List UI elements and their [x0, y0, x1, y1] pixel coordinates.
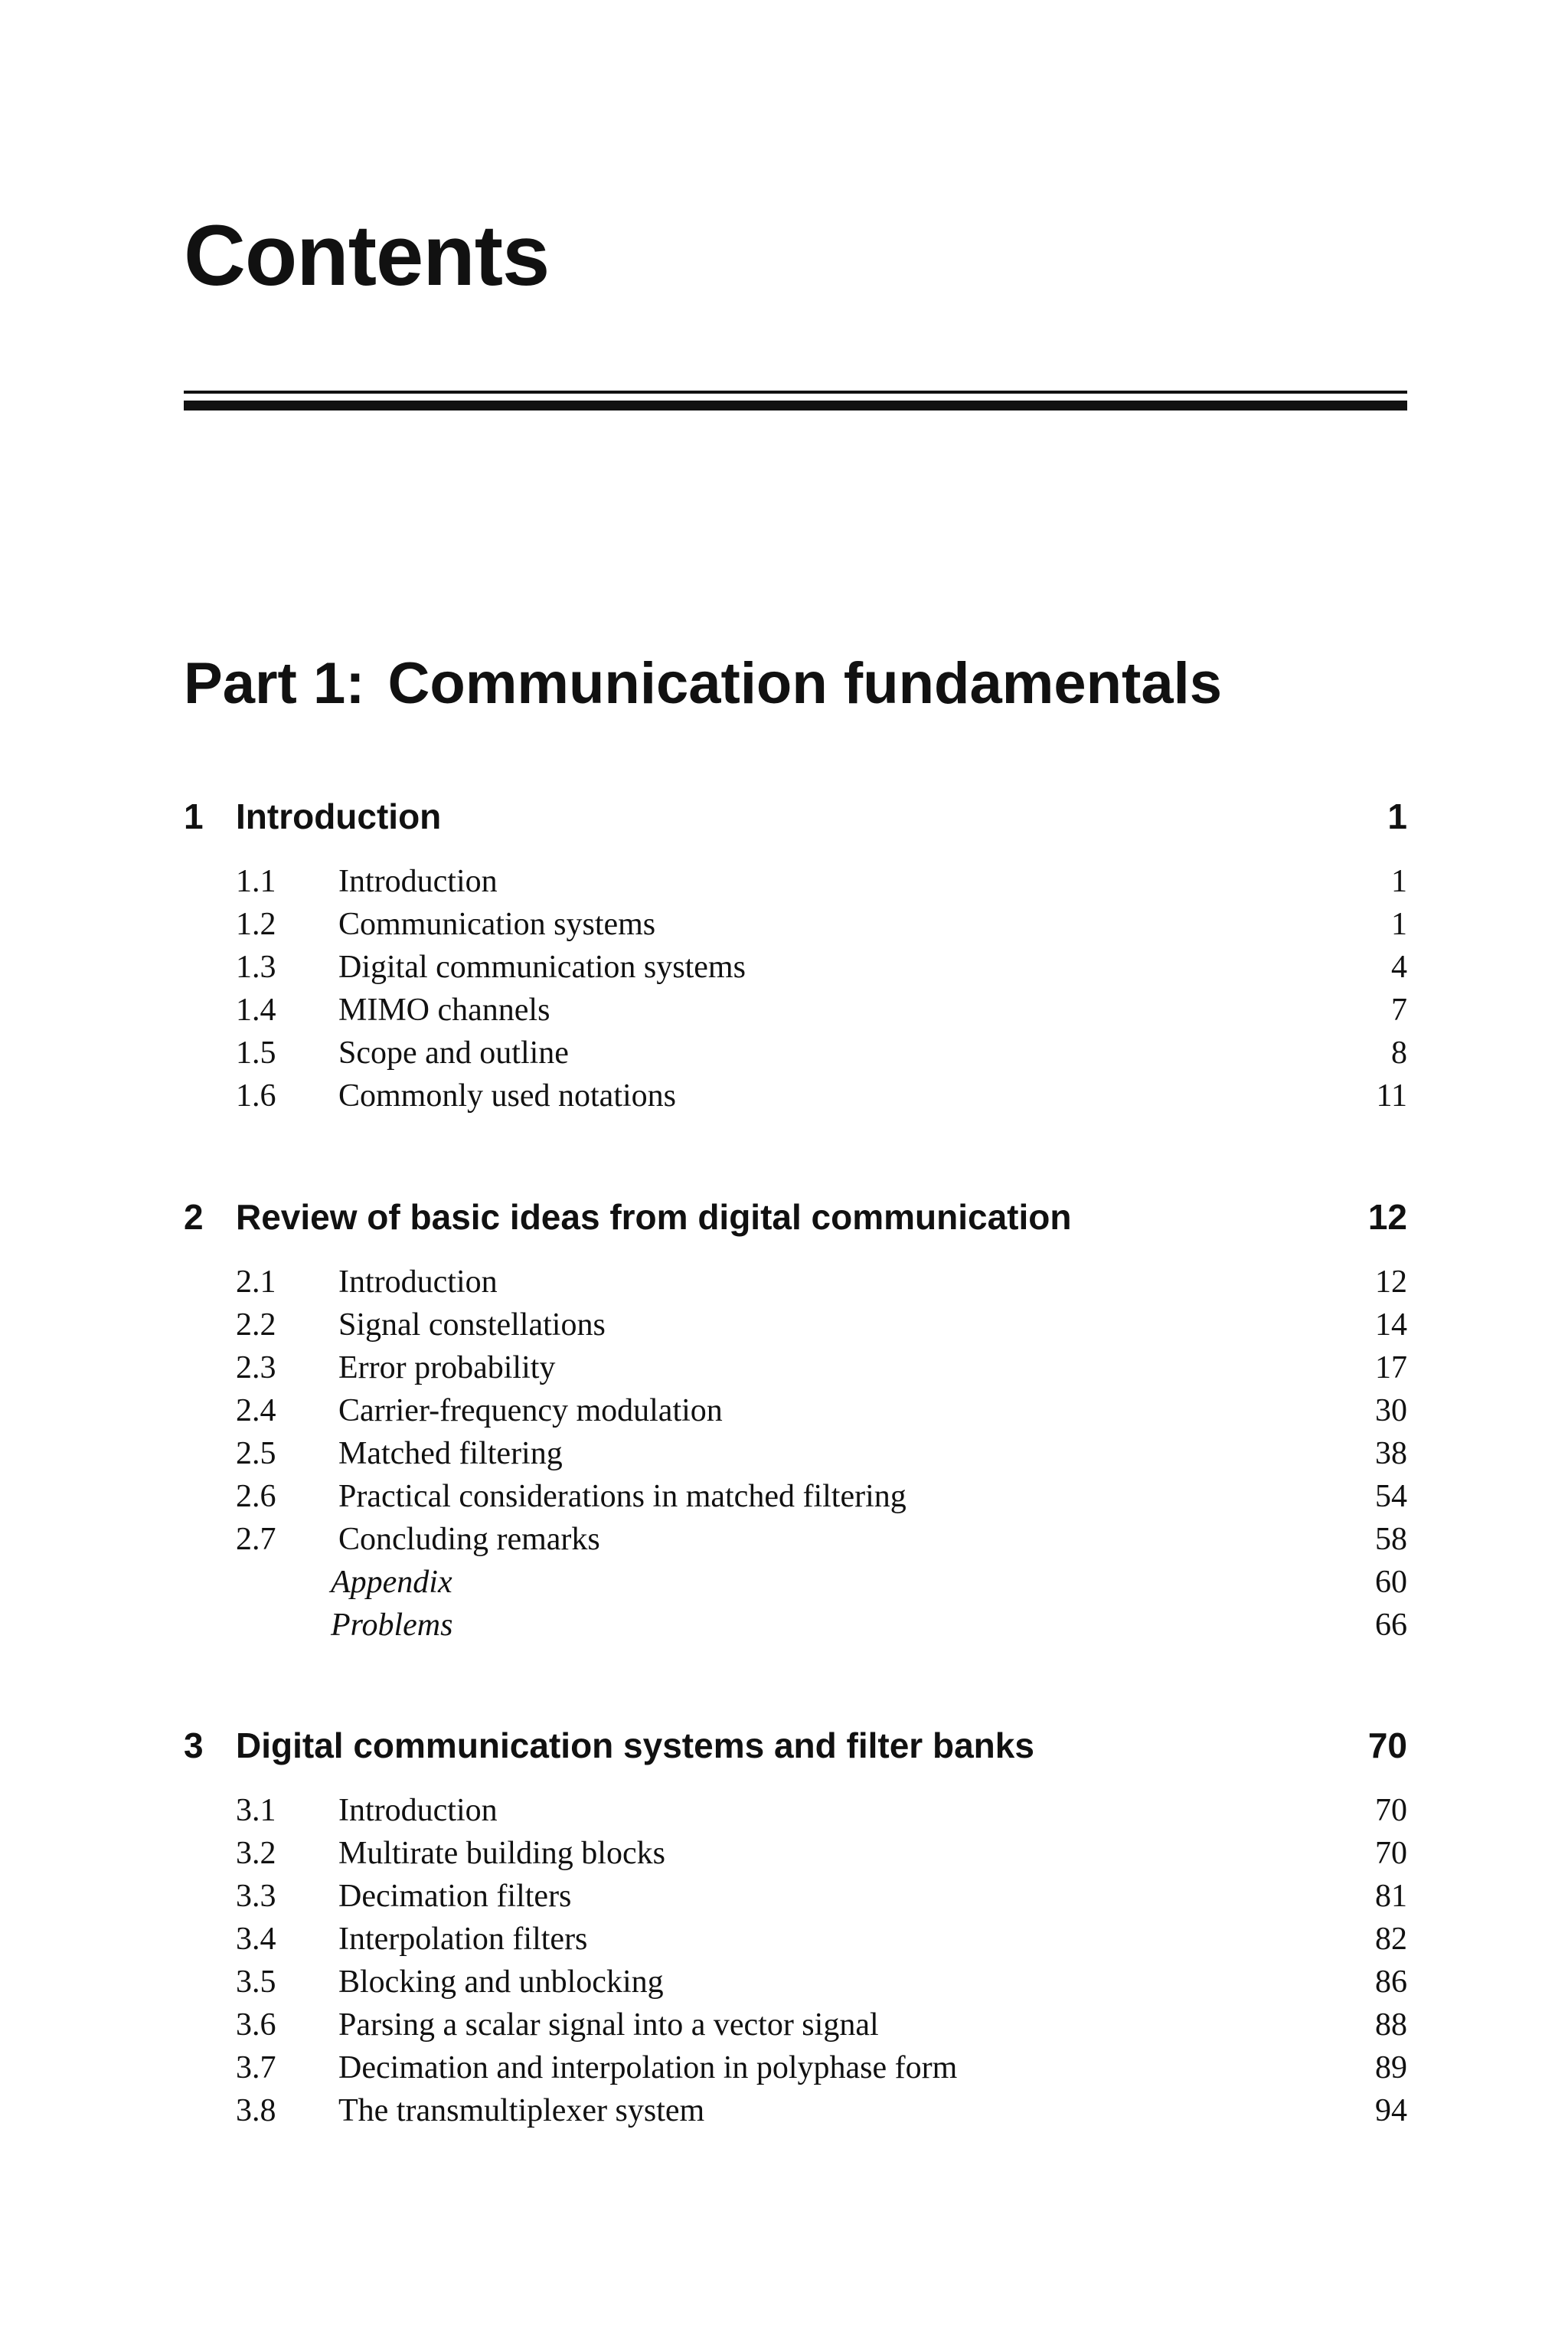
- toc-entry[interactable]: [184, 1261, 1407, 1304]
- toc-entry[interactable]: [184, 2004, 1407, 2046]
- part-title: Communication fundamentals: [387, 651, 1222, 716]
- section-number: 1.5: [236, 1035, 276, 1071]
- section-title: Problems: [331, 1608, 453, 1643]
- title-rule-thin: [184, 391, 1407, 394]
- chapter-heading[interactable]: [184, 1194, 1407, 1240]
- chapter-3: [184, 1722, 1407, 2132]
- section-title: Blocking and unblocking: [338, 1964, 664, 2000]
- section-number: 2.3: [236, 1350, 276, 1385]
- toc-entry[interactable]: [184, 1032, 1407, 1075]
- section-title: Appendix: [331, 1565, 452, 1600]
- section-title: Error probability: [338, 1350, 556, 1385]
- section-number: 2.4: [236, 1393, 276, 1428]
- toc-entry[interactable]: [184, 1875, 1407, 1918]
- section-page: 14: [1375, 1307, 1407, 1343]
- section-page: 11: [1376, 1078, 1407, 1114]
- section-title: Concluding remarks: [338, 1522, 600, 1557]
- section-number: 1.3: [236, 950, 276, 985]
- toc-entry[interactable]: [184, 1304, 1407, 1346]
- section-page: 60: [1375, 1565, 1407, 1600]
- section-page: 70: [1375, 1836, 1407, 1871]
- title-rule-thick: [184, 401, 1407, 411]
- section-page: 8: [1391, 1035, 1407, 1071]
- section-title: Decimation filters: [338, 1879, 572, 1914]
- section-page: 54: [1375, 1479, 1407, 1514]
- toc-entry[interactable]: [184, 1918, 1407, 1961]
- section-page: 70: [1375, 1793, 1407, 1828]
- section-title: Parsing a scalar signal into a vector signal: [338, 2007, 879, 2043]
- part-label: Part 1:: [184, 651, 365, 716]
- section-page: 12: [1375, 1264, 1407, 1300]
- toc-entry[interactable]: [184, 1475, 1407, 1518]
- section-number: 1.6: [236, 1078, 276, 1114]
- section-page: 58: [1375, 1522, 1407, 1557]
- toc-entry[interactable]: [184, 1961, 1407, 2004]
- section-number: 3.2: [236, 1836, 276, 1871]
- section-page: 66: [1375, 1608, 1407, 1643]
- chapter-2: [184, 1194, 1407, 1647]
- section-page: 17: [1375, 1350, 1407, 1385]
- section-title: Interpolation filters: [338, 1922, 588, 1957]
- section-page: 82: [1375, 1922, 1407, 1957]
- section-number: 2.5: [236, 1436, 276, 1471]
- section-title: Carrier-frequency modulation: [338, 1393, 723, 1428]
- toc-entry[interactable]: [184, 989, 1407, 1032]
- section-page: 1: [1391, 907, 1407, 942]
- section-page: 38: [1375, 1436, 1407, 1471]
- section-title: Signal constellations: [338, 1307, 606, 1343]
- part-heading: [184, 651, 1222, 716]
- section-title: Digital communication systems: [338, 950, 746, 985]
- chapter-heading[interactable]: [184, 793, 1407, 839]
- section-title: Introduction: [338, 864, 498, 899]
- toc-entry[interactable]: [184, 1346, 1407, 1389]
- chapter-number: 1: [184, 797, 204, 836]
- section-number: 3.8: [236, 2093, 276, 2128]
- section-title: Matched filtering: [338, 1436, 563, 1471]
- toc-entry-problems[interactable]: [184, 1604, 1407, 1647]
- chapter-page: 12: [1367, 1197, 1407, 1237]
- toc-entry[interactable]: [184, 903, 1407, 946]
- section-number: 3.4: [236, 1922, 276, 1957]
- section-number: 3.6: [236, 2007, 276, 2043]
- toc-entry[interactable]: [184, 860, 1407, 903]
- toc-entry[interactable]: [184, 2089, 1407, 2132]
- toc-entry[interactable]: [184, 1518, 1407, 1561]
- toc-entry[interactable]: [184, 1389, 1407, 1432]
- chapter-number: 3: [184, 1725, 204, 1765]
- section-title: Communication systems: [338, 907, 656, 942]
- chapter-page: 1: [1387, 797, 1407, 836]
- section-number: 2.7: [236, 1522, 276, 1557]
- chapter-heading[interactable]: [184, 1722, 1407, 1768]
- section-title: MIMO channels: [338, 993, 550, 1028]
- section-title: The transmultiplexer system: [338, 2093, 705, 2128]
- section-page: 7: [1391, 993, 1407, 1028]
- toc-entry[interactable]: [184, 2046, 1407, 2089]
- section-title: Multirate building blocks: [338, 1836, 665, 1871]
- section-page: 94: [1375, 2093, 1407, 2128]
- toc-entry[interactable]: [184, 1789, 1407, 1832]
- toc-entry[interactable]: [184, 1432, 1407, 1475]
- page-title: Contents: [184, 208, 550, 303]
- section-page: 86: [1375, 1964, 1407, 2000]
- section-number: 3.3: [236, 1879, 276, 1914]
- chapter-title: Introduction: [236, 797, 442, 836]
- section-number: 1.1: [236, 864, 276, 899]
- section-number: 3.5: [236, 1964, 276, 2000]
- section-title: Commonly used notations: [338, 1078, 676, 1114]
- section-number: 2.2: [236, 1307, 276, 1343]
- toc-entry-appendix[interactable]: [184, 1561, 1407, 1604]
- chapter-title: Review of basic ideas from digital communication: [236, 1197, 1072, 1237]
- chapter-title: Digital communication systems and filter banks: [236, 1725, 1034, 1765]
- section-title: Scope and outline: [338, 1035, 569, 1071]
- section-number: 2.1: [236, 1264, 276, 1300]
- section-title: Introduction: [338, 1793, 498, 1828]
- section-title: Introduction: [338, 1264, 498, 1300]
- section-page: 4: [1391, 950, 1407, 985]
- section-page: 89: [1375, 2050, 1407, 2085]
- section-number: 2.6: [236, 1479, 276, 1514]
- section-number: 3.1: [236, 1793, 276, 1828]
- section-page: 1: [1391, 864, 1407, 899]
- section-page: 88: [1375, 2007, 1407, 2043]
- toc-entry[interactable]: [184, 1832, 1407, 1875]
- section-page: 81: [1375, 1879, 1407, 1914]
- section-list: [184, 1261, 1407, 1647]
- section-list: [184, 860, 1407, 1117]
- section-page: 30: [1375, 1393, 1407, 1428]
- section-list: [184, 1789, 1407, 2132]
- toc-entry[interactable]: [184, 946, 1407, 989]
- chapter-1: [184, 793, 1407, 1117]
- section-number: 1.4: [236, 993, 276, 1028]
- section-number: 3.7: [236, 2050, 276, 2085]
- section-title: Practical considerations in matched filtering: [338, 1479, 906, 1514]
- toc-entry[interactable]: [184, 1075, 1407, 1117]
- chapter-page: 70: [1367, 1725, 1407, 1765]
- section-title: Decimation and interpolation in polyphase form: [338, 2050, 958, 2085]
- section-number: 1.2: [236, 907, 276, 942]
- chapter-number: 2: [184, 1197, 204, 1237]
